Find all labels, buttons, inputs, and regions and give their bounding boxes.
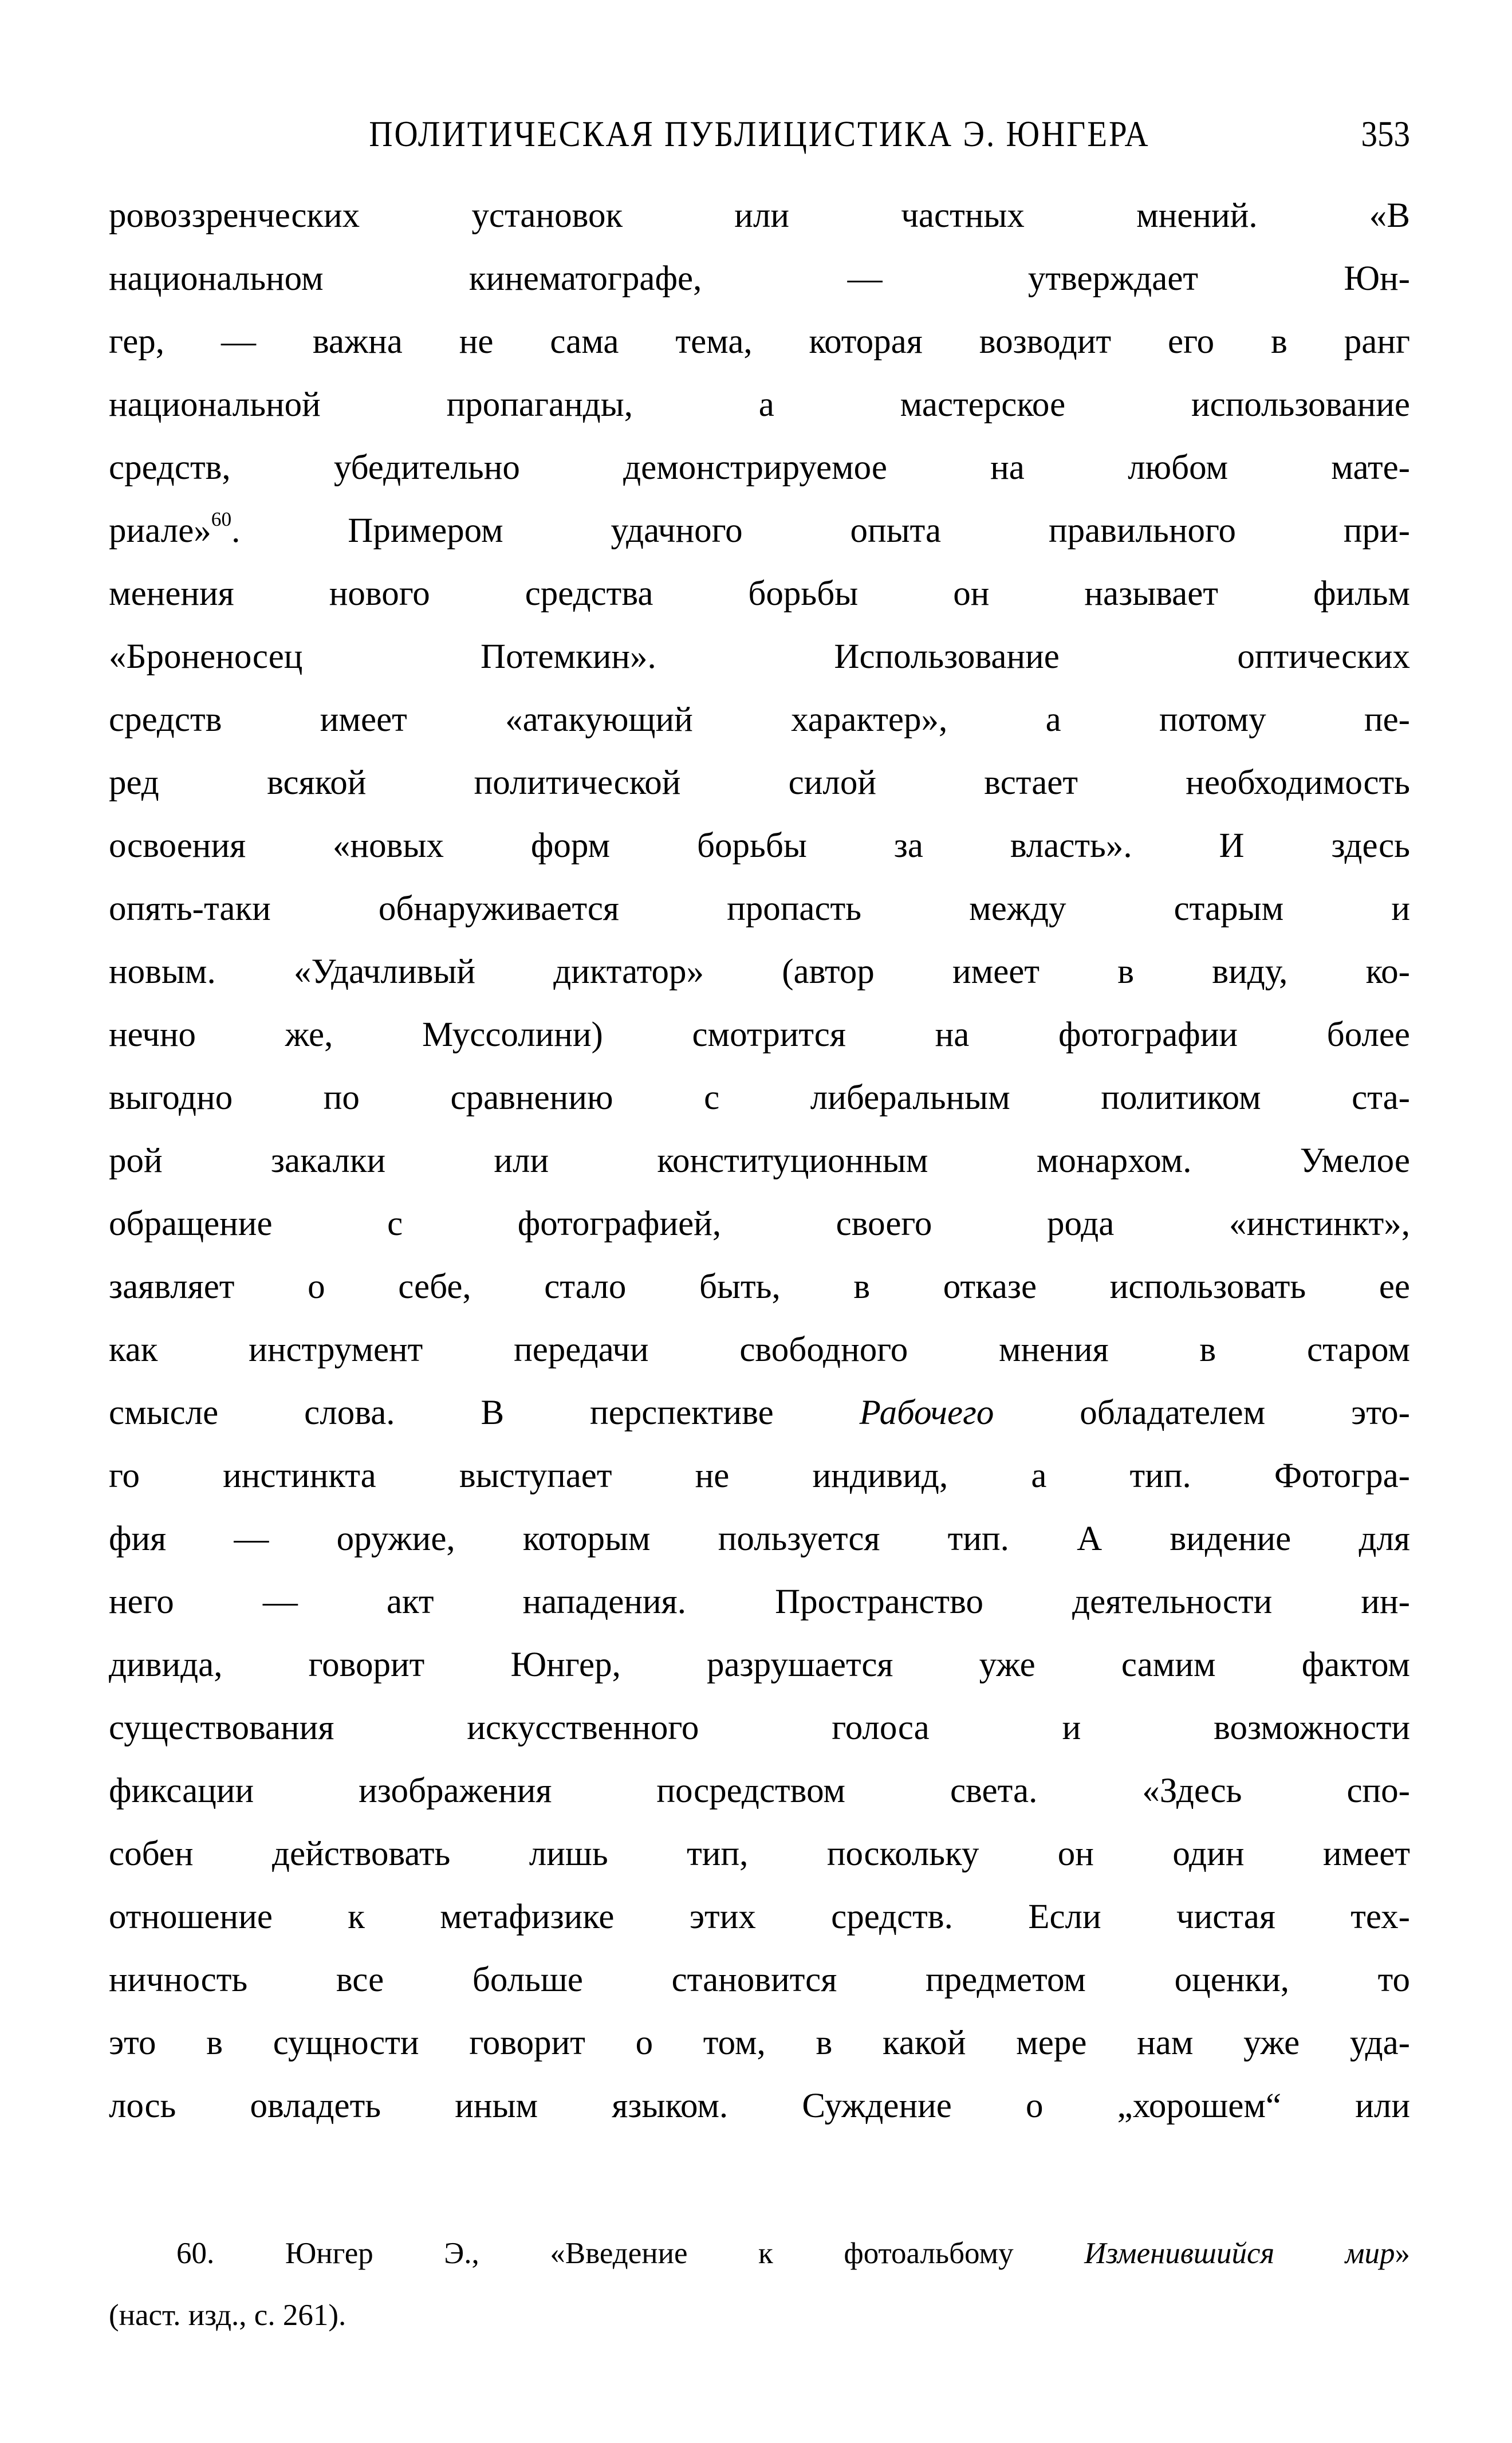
text-line: дивида, говорит Юнгер, разрушается уже самим фактом: [109, 1646, 1410, 1684]
text-line: ничность все больше становится предметом оценки, то: [109, 1961, 1410, 1999]
text-line-with-italic: [109, 1382, 1410, 1445]
running-header: [109, 113, 1410, 176]
text-segment: обладателем это-: [994, 1394, 1410, 1432]
text-line: национальном кинематографе, — утверждает Юн-: [109, 259, 1410, 298]
text-line: менения нового средства борьбы он называет фильм: [109, 575, 1410, 613]
footnote-line: [109, 2222, 1410, 2284]
text-line: средств имеет «атакующий характер», а потому пе-: [109, 701, 1410, 739]
text-line: него — акт нападения. Пространство деятельности ин-: [109, 1583, 1410, 1621]
text-segment: риале»: [109, 512, 211, 550]
text-line: новым. «Удачливый диктатор» (автор имеет в виду, ко-: [109, 953, 1410, 991]
text-line: национальной пропаганды, а мастерское использование: [109, 385, 1410, 424]
text-line: собен действовать лишь тип, поскольку он один имеет: [109, 1835, 1410, 1873]
footnote-reference-60: 60: [211, 508, 232, 530]
italic-title-izmenivshiisya-mir: Изменившийся мир: [1084, 2237, 1395, 2270]
footnote-line: (наст. изд., с. 261).: [109, 2299, 346, 2332]
text-line: существования искусственного голоса и возможности: [109, 1709, 1410, 1747]
text-line-with-footnote-ref: [109, 499, 1410, 562]
text-line: ровоззренческих установок или частных мнений. «В: [109, 196, 1410, 235]
text-line: фиксации изображения посредством света. «Здесь спо-: [109, 1772, 1410, 1810]
text-line: заявляет о себе, стало быть, в отказе использовать ее: [109, 1268, 1410, 1306]
text-line: опять-таки обнаруживается пропасть между старым и: [109, 890, 1410, 928]
page-number: 353: [1361, 114, 1410, 155]
body-text: [109, 184, 1410, 2138]
text-line: гер, — важна не сама тема, которая возводит его в ранг: [109, 322, 1410, 361]
text-line: освоения «новых форм борьбы за власть». И здесь: [109, 827, 1410, 865]
footnote-segment: 60. Юнгер Э., «Введение к фотоальбому: [176, 2237, 1085, 2270]
text-line: фия — оружие, которым пользуется тип. А видение для: [109, 1520, 1410, 1558]
italic-title-rabochego: Рабочего: [859, 1394, 994, 1432]
text-line: «Броненосец Потемкин». Использование оптических: [109, 638, 1410, 676]
text-line: отношение к метафизике этих средств. Если чистая тех-: [109, 1898, 1410, 1936]
text-line: средств, убедительно демонстрируемое на любом мате-: [109, 449, 1410, 487]
text-line: как инструмент передачи свободного мнения в старом: [109, 1331, 1410, 1369]
running-title: ПОЛИТИЧЕСКАЯ ПУБЛИЦИСТИКА Э. ЮНГЕРА: [369, 114, 1150, 155]
text-line: лось овладеть иным языком. Суждение о „хорошем“ или: [109, 2087, 1410, 2125]
text-line: го инстинкта выступает не индивид, а тип. Фотогра-: [109, 1457, 1410, 1495]
text-line: выгодно по сравнению с либеральным политиком ста-: [109, 1079, 1410, 1117]
text-line: рой закалки или конституционным монархом. Умелое: [109, 1142, 1410, 1180]
text-line: это в сущности говорит о том, в какой мере нам уже уда-: [109, 2024, 1410, 2062]
footnote-segment: »: [1395, 2237, 1410, 2270]
text-line: ред всякой политической силой встает необходимость: [109, 764, 1410, 802]
text-segment: смысле слова. В перспективе: [109, 1394, 860, 1432]
footnote: [109, 2222, 1410, 2346]
text-segment: . Примером удачного опыта правильного при-: [231, 512, 1410, 550]
text-line: обращение с фотографией, своего рода «инстинкт»,: [109, 1205, 1410, 1243]
text-line: нечно же, Муссолини) смотрится на фотографии более: [109, 1016, 1410, 1054]
